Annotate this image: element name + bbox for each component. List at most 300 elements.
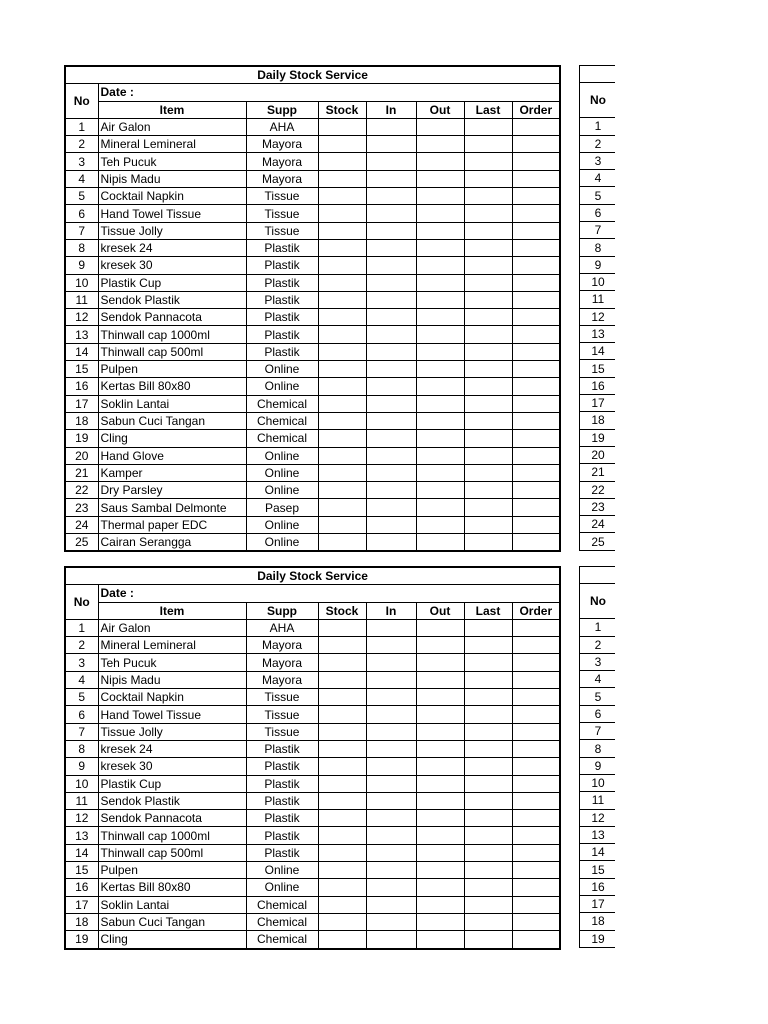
cell-order[interactable] — [512, 931, 560, 949]
cell-order[interactable] — [512, 516, 560, 533]
cell-in[interactable] — [366, 464, 416, 481]
cell-in[interactable] — [366, 205, 416, 222]
row-supp: Plastik — [246, 343, 318, 360]
table-row — [65, 205, 560, 222]
row-no: 5 — [580, 187, 616, 204]
header-no: No — [580, 83, 616, 118]
cell-stock[interactable] — [318, 862, 366, 879]
cell-out[interactable] — [416, 671, 464, 688]
cell-order[interactable] — [512, 879, 560, 896]
cell-stock[interactable] — [318, 447, 366, 464]
row-item: Thermal paper EDC — [98, 516, 246, 533]
cell-in[interactable] — [366, 136, 416, 153]
cell-out[interactable] — [416, 136, 464, 153]
table-row — [580, 740, 616, 757]
cell-out[interactable] — [416, 205, 464, 222]
cell-order[interactable] — [512, 222, 560, 239]
cell-out[interactable] — [416, 637, 464, 654]
cell-order[interactable] — [512, 412, 560, 429]
cell-last[interactable] — [464, 118, 512, 135]
table-row — [65, 879, 560, 896]
cell-in[interactable] — [366, 775, 416, 792]
cell-stock[interactable] — [318, 810, 366, 827]
cell-last[interactable] — [464, 412, 512, 429]
row-no: 19 — [65, 931, 98, 949]
cell-stock[interactable] — [318, 309, 366, 326]
row-no: 13 — [580, 826, 616, 843]
row-no: 11 — [65, 792, 98, 809]
cell-out[interactable] — [416, 430, 464, 447]
cell-stock[interactable] — [318, 534, 366, 552]
table-row — [65, 689, 560, 706]
cell-out[interactable] — [416, 844, 464, 861]
row-no: 3 — [65, 153, 98, 170]
row-no: 14 — [65, 343, 98, 360]
cell-stock[interactable] — [318, 222, 366, 239]
cell-order[interactable] — [512, 810, 560, 827]
row-item: Sendok Plastik — [98, 291, 246, 308]
cell-in[interactable] — [366, 430, 416, 447]
row-supp: Plastik — [246, 309, 318, 326]
cell-order[interactable] — [512, 153, 560, 170]
cell-stock[interactable] — [318, 274, 366, 291]
cell-last[interactable] — [464, 844, 512, 861]
cell-out[interactable] — [416, 827, 464, 844]
cell-stock[interactable] — [318, 896, 366, 913]
cell-out[interactable] — [416, 862, 464, 879]
cell-out[interactable] — [416, 775, 464, 792]
cell-in[interactable] — [366, 706, 416, 723]
cell-in[interactable] — [366, 654, 416, 671]
cell-stock[interactable] — [318, 792, 366, 809]
cell-stock[interactable] — [318, 775, 366, 792]
cell-stock[interactable] — [318, 706, 366, 723]
cell-stock[interactable] — [318, 136, 366, 153]
row-supp: AHA — [246, 619, 318, 636]
cell-stock[interactable] — [318, 412, 366, 429]
cell-order[interactable] — [512, 654, 560, 671]
cell-last[interactable] — [464, 291, 512, 308]
cell-out[interactable] — [416, 274, 464, 291]
cell-out[interactable] — [416, 913, 464, 930]
cell-out[interactable] — [416, 654, 464, 671]
row-no: 10 — [580, 273, 616, 290]
cell-stock[interactable] — [318, 723, 366, 740]
cell-out[interactable] — [416, 326, 464, 343]
cell-last[interactable] — [464, 740, 512, 757]
cell-out[interactable] — [416, 723, 464, 740]
cell-in[interactable] — [366, 499, 416, 516]
cell-last[interactable] — [464, 430, 512, 447]
cell-in[interactable] — [366, 931, 416, 949]
cell-stock[interactable] — [318, 170, 366, 187]
cell-last[interactable] — [464, 222, 512, 239]
cell-out[interactable] — [416, 395, 464, 412]
cell-order[interactable] — [512, 619, 560, 636]
cell-order[interactable] — [512, 896, 560, 913]
cell-out[interactable] — [416, 153, 464, 170]
table-row — [580, 688, 616, 705]
row-no: 18 — [580, 412, 616, 429]
row-no: 3 — [65, 654, 98, 671]
cell-last[interactable] — [464, 188, 512, 205]
cell-last[interactable] — [464, 879, 512, 896]
table-row — [65, 740, 560, 757]
row-supp: Plastik — [246, 257, 318, 274]
cell-order[interactable] — [512, 723, 560, 740]
cell-last[interactable] — [464, 274, 512, 291]
cell-in[interactable] — [366, 118, 416, 135]
cell-stock[interactable] — [318, 740, 366, 757]
cell-stock[interactable] — [318, 758, 366, 775]
table-row — [65, 792, 560, 809]
cell-in[interactable] — [366, 792, 416, 809]
cell-in[interactable] — [366, 827, 416, 844]
cell-stock[interactable] — [318, 464, 366, 481]
cell-order[interactable] — [512, 378, 560, 395]
row-supp: Online — [246, 879, 318, 896]
header-order: Order — [512, 101, 560, 118]
cell-order[interactable] — [512, 689, 560, 706]
cell-order[interactable] — [512, 827, 560, 844]
cell-order[interactable] — [512, 118, 560, 135]
cell-out[interactable] — [416, 879, 464, 896]
cell-in[interactable] — [366, 326, 416, 343]
cell-order[interactable] — [512, 637, 560, 654]
cell-in[interactable] — [366, 291, 416, 308]
cell-stock[interactable] — [318, 118, 366, 135]
cell-in[interactable] — [366, 482, 416, 499]
row-supp: Mayora — [246, 671, 318, 688]
row-item: Soklin Lantai — [98, 395, 246, 412]
cell-last[interactable] — [464, 516, 512, 533]
cell-in[interactable] — [366, 343, 416, 360]
cell-in[interactable] — [366, 637, 416, 654]
row-item: Sendok Plastik — [98, 792, 246, 809]
cell-order[interactable] — [512, 447, 560, 464]
table-row — [580, 273, 616, 290]
cell-order[interactable] — [512, 343, 560, 360]
cell-in[interactable] — [366, 862, 416, 879]
cell-order[interactable] — [512, 534, 560, 552]
cell-last[interactable] — [464, 447, 512, 464]
cell-stock[interactable] — [318, 844, 366, 861]
cell-out[interactable] — [416, 619, 464, 636]
cell-last[interactable] — [464, 239, 512, 256]
row-supp: Online — [246, 534, 318, 552]
cell-order[interactable] — [512, 188, 560, 205]
cell-last[interactable] — [464, 706, 512, 723]
row-no: 19 — [580, 930, 616, 947]
table-row — [580, 170, 616, 187]
row-supp: Mayora — [246, 654, 318, 671]
cell-in[interactable] — [366, 412, 416, 429]
table-row — [580, 256, 616, 273]
cell-out[interactable] — [416, 758, 464, 775]
cell-stock[interactable] — [318, 239, 366, 256]
cell-order[interactable] — [512, 775, 560, 792]
cell-out[interactable] — [416, 361, 464, 378]
row-no: 9 — [580, 256, 616, 273]
cell-last[interactable] — [464, 758, 512, 775]
table-row — [65, 464, 560, 481]
row-no: 3 — [580, 653, 616, 670]
cell-out[interactable] — [416, 222, 464, 239]
row-item: Saus Sambal Delmonte — [98, 499, 246, 516]
cell-stock[interactable] — [318, 291, 366, 308]
cell-out[interactable] — [416, 412, 464, 429]
cell-last[interactable] — [464, 361, 512, 378]
cell-stock[interactable] — [318, 395, 366, 412]
row-item: Teh Pucuk — [98, 654, 246, 671]
row-supp: Plastik — [246, 758, 318, 775]
table-row — [65, 326, 560, 343]
cell-stock[interactable] — [318, 343, 366, 360]
table-row — [65, 499, 560, 516]
cell-last[interactable] — [464, 464, 512, 481]
cell-stock[interactable] — [318, 654, 366, 671]
cell-order[interactable] — [512, 361, 560, 378]
row-no: 21 — [65, 464, 98, 481]
row-no: 7 — [65, 222, 98, 239]
cell-stock[interactable] — [318, 153, 366, 170]
cell-stock[interactable] — [318, 188, 366, 205]
cell-out[interactable] — [416, 482, 464, 499]
cell-out[interactable] — [416, 378, 464, 395]
cell-last[interactable] — [464, 775, 512, 792]
cell-stock[interactable] — [318, 637, 366, 654]
row-no: 23 — [580, 498, 616, 515]
cell-in[interactable] — [366, 309, 416, 326]
cell-out[interactable] — [416, 118, 464, 135]
cell-last[interactable] — [464, 637, 512, 654]
cell-stock[interactable] — [318, 671, 366, 688]
cell-last[interactable] — [464, 136, 512, 153]
cell-in[interactable] — [366, 671, 416, 688]
cell-in[interactable] — [366, 913, 416, 930]
cell-stock[interactable] — [318, 326, 366, 343]
cell-out[interactable] — [416, 931, 464, 949]
cell-last[interactable] — [464, 827, 512, 844]
row-item: Hand Glove — [98, 447, 246, 464]
cell-stock[interactable] — [318, 827, 366, 844]
cell-in[interactable] — [366, 257, 416, 274]
cell-in[interactable] — [366, 810, 416, 827]
cell-order[interactable] — [512, 205, 560, 222]
cell-out[interactable] — [416, 706, 464, 723]
cell-last[interactable] — [464, 482, 512, 499]
table-row — [580, 653, 616, 670]
stock-table-body — [65, 567, 560, 949]
cell-last[interactable] — [464, 689, 512, 706]
row-no: 6 — [65, 205, 98, 222]
row-no: 2 — [65, 637, 98, 654]
cell-in[interactable] — [366, 740, 416, 757]
cell-out[interactable] — [416, 170, 464, 187]
cell-stock[interactable] — [318, 482, 366, 499]
cell-last[interactable] — [464, 343, 512, 360]
row-item: Teh Pucuk — [98, 153, 246, 170]
cell-in[interactable] — [366, 170, 416, 187]
row-item: kresek 30 — [98, 758, 246, 775]
cell-order[interactable] — [512, 395, 560, 412]
cell-last[interactable] — [464, 913, 512, 930]
cell-stock[interactable] — [318, 689, 366, 706]
row-no: 3 — [580, 152, 616, 169]
cell-in[interactable] — [366, 516, 416, 533]
cell-out[interactable] — [416, 792, 464, 809]
cell-order[interactable] — [512, 170, 560, 187]
cell-in[interactable] — [366, 844, 416, 861]
cell-out[interactable] — [416, 740, 464, 757]
cell-order[interactable] — [512, 792, 560, 809]
cell-last[interactable] — [464, 395, 512, 412]
cell-stock[interactable] — [318, 913, 366, 930]
cell-last[interactable] — [464, 654, 512, 671]
cell-in[interactable] — [366, 723, 416, 740]
row-no: 20 — [580, 446, 616, 463]
row-supp: Chemical — [246, 913, 318, 930]
cell-stock[interactable] — [318, 499, 366, 516]
cell-stock[interactable] — [318, 931, 366, 949]
row-supp: Plastik — [246, 740, 318, 757]
cell-order[interactable] — [512, 309, 560, 326]
cell-last[interactable] — [464, 810, 512, 827]
cell-order[interactable] — [512, 464, 560, 481]
cell-in[interactable] — [366, 534, 416, 552]
title-row — [580, 567, 616, 584]
table-row — [580, 896, 616, 913]
cell-order[interactable] — [512, 758, 560, 775]
cell-order[interactable] — [512, 862, 560, 879]
cell-stock[interactable] — [318, 879, 366, 896]
cell-order[interactable] — [512, 326, 560, 343]
cell-out[interactable] — [416, 343, 464, 360]
cell-out[interactable] — [416, 499, 464, 516]
row-no: 25 — [580, 533, 616, 550]
table-row — [580, 533, 616, 550]
cell-last[interactable] — [464, 534, 512, 552]
cell-out[interactable] — [416, 689, 464, 706]
cell-last[interactable] — [464, 499, 512, 516]
cell-last[interactable] — [464, 671, 512, 688]
cell-stock[interactable] — [318, 257, 366, 274]
row-supp: Mayora — [246, 637, 318, 654]
header-row — [580, 584, 616, 619]
row-no: 9 — [65, 758, 98, 775]
cell-last[interactable] — [464, 931, 512, 949]
cell-last[interactable] — [464, 205, 512, 222]
table-row — [580, 844, 616, 861]
cell-stock[interactable] — [318, 430, 366, 447]
cell-last[interactable] — [464, 862, 512, 879]
row-supp: Chemical — [246, 412, 318, 429]
cell-in[interactable] — [366, 447, 416, 464]
cell-order[interactable] — [512, 671, 560, 688]
cell-in[interactable] — [366, 896, 416, 913]
cell-order[interactable] — [512, 291, 560, 308]
cell-last[interactable] — [464, 723, 512, 740]
cell-out[interactable] — [416, 188, 464, 205]
cell-in[interactable] — [366, 188, 416, 205]
cell-in[interactable] — [366, 395, 416, 412]
cell-out[interactable] — [416, 464, 464, 481]
row-supp: Online — [246, 464, 318, 481]
cell-stock[interactable] — [318, 361, 366, 378]
cell-last[interactable] — [464, 378, 512, 395]
row-no: 10 — [580, 774, 616, 791]
cell-last[interactable] — [464, 170, 512, 187]
cell-last[interactable] — [464, 792, 512, 809]
cell-order[interactable] — [512, 239, 560, 256]
cell-out[interactable] — [416, 257, 464, 274]
table-row — [580, 930, 616, 947]
cell-order[interactable] — [512, 136, 560, 153]
row-no: 16 — [580, 377, 616, 394]
table-row — [65, 170, 560, 187]
cell-stock[interactable] — [318, 619, 366, 636]
cell-in[interactable] — [366, 361, 416, 378]
cell-in[interactable] — [366, 153, 416, 170]
cell-order[interactable] — [512, 844, 560, 861]
cell-order[interactable] — [512, 913, 560, 930]
row-supp: Tissue — [246, 723, 318, 740]
cell-in[interactable] — [366, 619, 416, 636]
cell-last[interactable] — [464, 326, 512, 343]
cell-order[interactable] — [512, 482, 560, 499]
cell-in[interactable] — [366, 239, 416, 256]
cell-in[interactable] — [366, 274, 416, 291]
row-no: 6 — [580, 204, 616, 221]
cell-stock[interactable] — [318, 516, 366, 533]
cell-out[interactable] — [416, 291, 464, 308]
cell-in[interactable] — [366, 222, 416, 239]
table-row — [65, 810, 560, 827]
cell-order[interactable] — [512, 499, 560, 516]
cell-in[interactable] — [366, 879, 416, 896]
cell-in[interactable] — [366, 689, 416, 706]
row-supp: AHA — [246, 118, 318, 135]
table-row — [65, 188, 560, 205]
cell-last[interactable] — [464, 896, 512, 913]
cell-last[interactable] — [464, 153, 512, 170]
cell-in[interactable] — [366, 378, 416, 395]
cell-last[interactable] — [464, 309, 512, 326]
cell-out[interactable] — [416, 239, 464, 256]
cell-stock[interactable] — [318, 378, 366, 395]
cell-order[interactable] — [512, 740, 560, 757]
cell-in[interactable] — [366, 758, 416, 775]
cell-out[interactable] — [416, 447, 464, 464]
cell-order[interactable] — [512, 274, 560, 291]
cell-last[interactable] — [464, 257, 512, 274]
cell-out[interactable] — [416, 534, 464, 552]
cell-out[interactable] — [416, 810, 464, 827]
table-row — [65, 257, 560, 274]
table-row — [580, 152, 616, 169]
cell-order[interactable] — [512, 430, 560, 447]
row-item: Cocktail Napkin — [98, 689, 246, 706]
cell-out[interactable] — [416, 309, 464, 326]
cell-out[interactable] — [416, 516, 464, 533]
cell-out[interactable] — [416, 896, 464, 913]
cell-order[interactable] — [512, 706, 560, 723]
sheet-title: Daily Stock Service — [65, 567, 560, 585]
cell-order[interactable] — [512, 257, 560, 274]
cell-stock[interactable] — [318, 205, 366, 222]
row-no: 7 — [65, 723, 98, 740]
cell-last[interactable] — [464, 619, 512, 636]
